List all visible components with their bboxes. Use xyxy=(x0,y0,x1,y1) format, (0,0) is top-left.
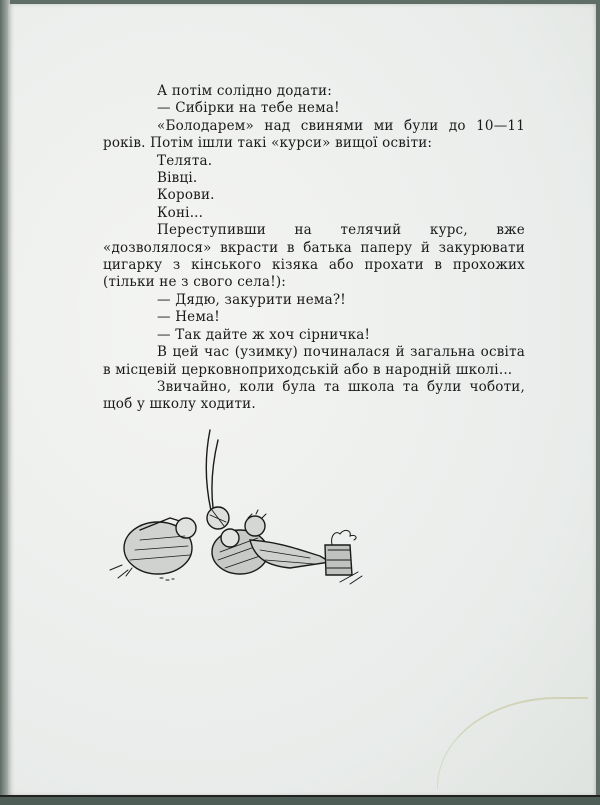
paragraph: Вівці. xyxy=(157,170,198,187)
paragraph: Коні... xyxy=(157,204,204,221)
paragraph: Звичайно, коли була та школа та були чоботи, щоб у школу ходити. xyxy=(103,378,525,413)
paragraph: — Так дайте ж хоч сірничка! xyxy=(157,326,371,343)
paragraph: — Дядю, закурити нема?! xyxy=(157,291,346,308)
paragraph: «Болодарем» над свинями ми були до 10—11 років. Потім ішли такі «курси» вищої освіти: xyxy=(103,117,525,152)
paragraph: — Сибірки на тебе нема! xyxy=(157,100,340,117)
book-edge-bottom xyxy=(0,795,600,805)
paragraph: — Нема! xyxy=(157,309,220,326)
water-stain xyxy=(437,697,588,789)
paragraph: Телята. xyxy=(157,152,213,169)
paragraph: А потім солідно додати: xyxy=(157,83,332,99)
boys-smoking-illustration xyxy=(100,410,400,590)
paragraph: В цей час (узимку) починалася й загальна освіта в місцевій церковноприходській або в народній школі... xyxy=(103,344,525,378)
paragraph: Переступивши на телячий курс, вже «дозволялося» вкрасти в батька паперу й закурювати цигарку з кінського кізяка або прохати в прохожих (тільки не з свого села!): xyxy=(103,222,525,291)
paragraph: Корови. xyxy=(157,187,215,204)
body-text xyxy=(103,83,525,414)
